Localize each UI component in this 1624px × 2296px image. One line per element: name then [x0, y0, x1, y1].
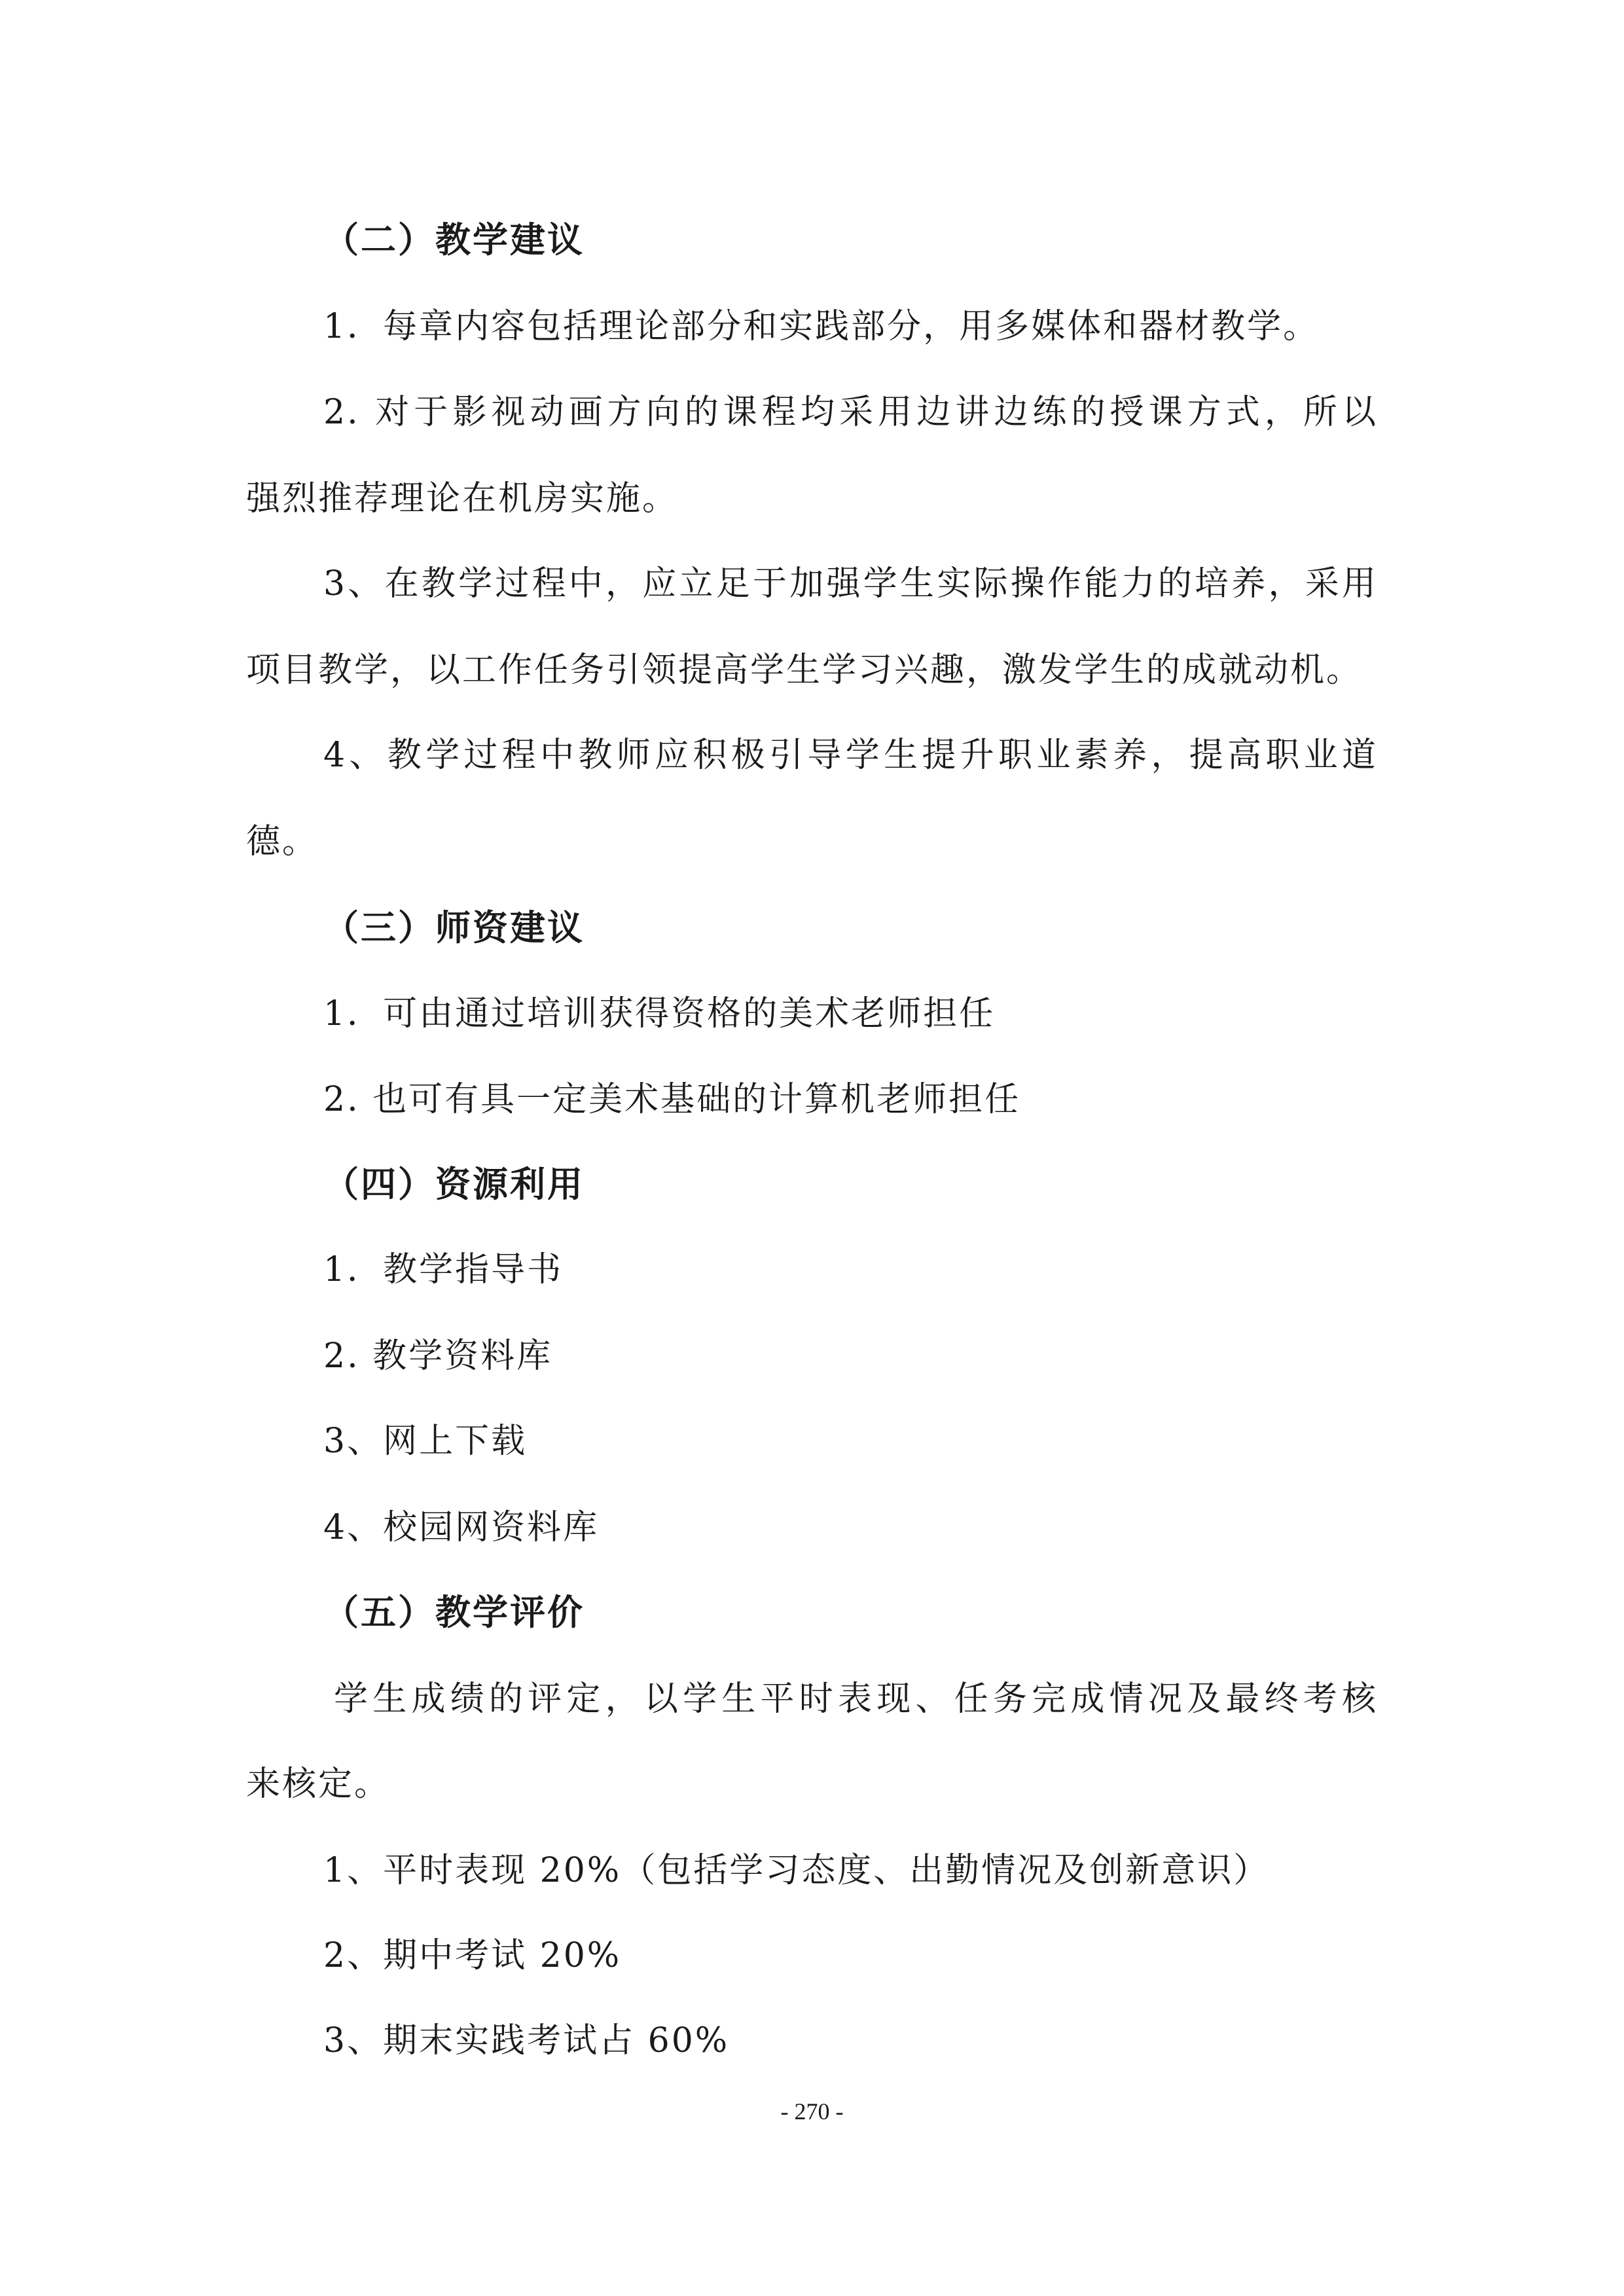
section-heading-teaching-evaluation: （五）教学评价: [323, 1591, 585, 1633]
evaluation-item-1: 1、平时表现 20%（包括学习态度、出勤情况及创新意识）: [323, 1851, 1270, 1890]
resource-item-3: 3、网上下载: [323, 1422, 528, 1461]
section-heading-resource-use: （四）资源利用: [323, 1163, 585, 1205]
resource-item-1: 1．教学指导书: [323, 1250, 564, 1289]
section-heading-teaching-suggestions: （二）教学建议: [323, 219, 585, 260]
teaching-suggestion-4-line2: 德。: [246, 822, 319, 861]
evaluation-item-3: 3、期末实践考试占 60%: [323, 2021, 730, 2060]
teaching-suggestion-4-line1: 4、教学过程中教师应积极引导学生提升职业素养，提高职业道: [323, 736, 1378, 775]
teaching-suggestion-1: 1．每章内容包括理论部分和实践部分，用多媒体和器材教学。: [323, 307, 1320, 346]
teacher-suggestion-1: 1．可由通过培训获得资格的美术老师担任: [323, 994, 996, 1033]
evaluation-intro-line2: 来核定。: [246, 1765, 391, 1804]
evaluation-intro-line1: 学生成绩的评定，以学生平时表现、任务完成情况及最终考核: [334, 1679, 1378, 1719]
teaching-suggestion-2-line2: 强烈推荐理论在机房实施。: [246, 479, 679, 518]
resource-item-4: 4、校园网资料库: [323, 1508, 600, 1547]
teaching-suggestion-3-line2: 项目教学，以工作任务引领提高学生学习兴趣，激发学生的成就动机。: [246, 651, 1363, 690]
page-number: - 270 -: [780, 2098, 844, 2125]
teaching-suggestion-2-line1: 2. 对于影视动画方向的课程均采用边讲边练的授课方式，所以: [323, 393, 1378, 432]
resource-item-2: 2. 教学资料库: [323, 1336, 553, 1376]
section-heading-teacher-suggestions: （三）师资建议: [323, 906, 585, 948]
teaching-suggestion-3-line1: 3、在教学过程中，应立足于加强学生实际操作能力的培养，采用: [323, 564, 1378, 603]
evaluation-item-2: 2、期中考试 20%: [323, 1936, 622, 1975]
teacher-suggestion-2: 2. 也可有具一定美术基础的计算机老师担任: [323, 1080, 1021, 1119]
